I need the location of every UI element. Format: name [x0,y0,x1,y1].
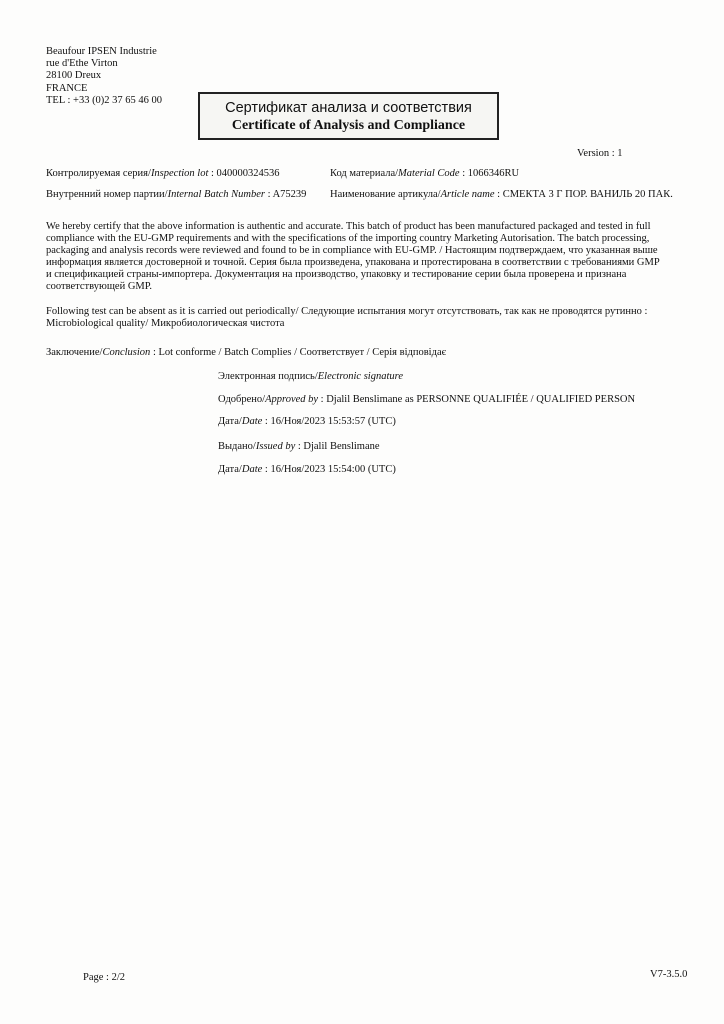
electronic-signature-label [218,371,403,383]
approved-label-ru: Одобрено/ [218,394,266,405]
approved-date-label-ru: Дата/ [218,416,242,427]
batch-label-en: Internal Batch Number [167,189,265,200]
approved-by-value: : Djalil Benslimane as PERSONNE QUALIFIÉE / QUALIFIED PERSON [318,394,636,405]
inspection-lot-label-ru: Контролируемая серия/ [46,168,151,179]
certificate-title-box [198,92,499,140]
version-label: Version : 1 [577,148,623,159]
certification-paragraph: We hereby certify that the above information is authentic and accurate. This batch of product has been manufactured packaged and tested in full compliance with the EU-GMP requirements and with the specifications of the importing country Marketing Autorisation. The batch processing, packaging and analysis records were reviewed and found to be in compliance with EU-GMP. / Настоящим подтверждаем, что указанная выше информация является достоверной и точной. Серия была произведена, упакована и протестирована в соответствии с требованиями GMP и спецификацией страны-импортера. Документация на производство, упаковку и тестирование серии была проверена и признана соответствующей GMP. [46,221,660,292]
inspection-lot-value: : 040000324536 [208,168,280,179]
issued-by-line [218,441,380,453]
issued-date-label-ru: Дата/ [218,464,242,475]
article-value: : СМЕКТА 3 Г ПОР. ВАНИЛЬ 20 ПАК. [494,189,673,200]
document-version-code: V7-3.5.0 [650,969,688,980]
inspection-lot-field [46,168,280,180]
esig-label-en: Electronic signature [317,371,403,382]
approved-date-line [218,416,396,428]
article-label-ru: Наименование артикула/ [330,189,441,200]
batch-label-ru: Внутренний номер партии/ [46,189,168,200]
issued-date-label-en: Date [241,464,263,475]
material-code-field [330,168,519,180]
sender-city: 28100 Dreux [46,70,102,82]
approved-by-line [218,394,635,406]
sender-address [46,46,162,107]
batch-value: : A75239 [265,189,307,200]
material-code-label-ru: Код материала/ [330,168,399,179]
sender-street: rue d'Ethe Virton [46,58,118,70]
issued-label-ru: Выдано/ [218,441,256,452]
material-code-label-en: Material Code [398,168,460,179]
approved-date-label-en: Date [241,416,263,427]
sender-country: FRANCE [46,82,88,94]
conclusion-line [46,347,446,359]
periodic-tests-line1: Following test can be absent as it is carried out periodically/ Следующие испытания могут отсутствовать, так как не проводятся рутинно : [46,306,648,317]
conclusion-label-ru: Заключение/ [46,347,103,358]
title-russian: Сертификат анализа и соответствия [225,100,472,116]
sender-company: Beaufour IPSEN Industrie [46,46,157,57]
periodic-tests-line2: Microbiological quality/ Микробиологическая чистота [46,318,285,329]
article-name-field [330,189,673,201]
inspection-lot-label-en: Inspection lot [150,168,209,179]
issued-by-value: : Djalil Benslimane [295,441,380,452]
page-number: Page : 2/2 [83,972,125,983]
issued-date-value: : 16/Ноя/2023 15:54:00 (UTC) [262,464,396,475]
article-label-en: Article name [440,189,495,200]
material-code-value: : 1066346RU [459,168,520,179]
batch-number-field [46,189,306,201]
conclusion-label-en: Conclusion [102,347,151,358]
approved-label-en: Approved by [265,394,319,405]
title-english: Certificate of Analysis and Compliance [231,118,466,133]
esig-label-ru: Электронная подпись/ [218,371,318,382]
approved-date-value: : 16/Ноя/2023 15:53:57 (UTC) [262,416,396,427]
issued-label-en: Issued by [255,441,296,452]
issued-date-line [218,464,396,476]
conclusion-value: : Lot conforme / Batch Complies / Соответствует / Серія відповідає [150,347,447,358]
sender-phone: TEL : +33 (0)2 37 65 46 00 [46,94,163,106]
